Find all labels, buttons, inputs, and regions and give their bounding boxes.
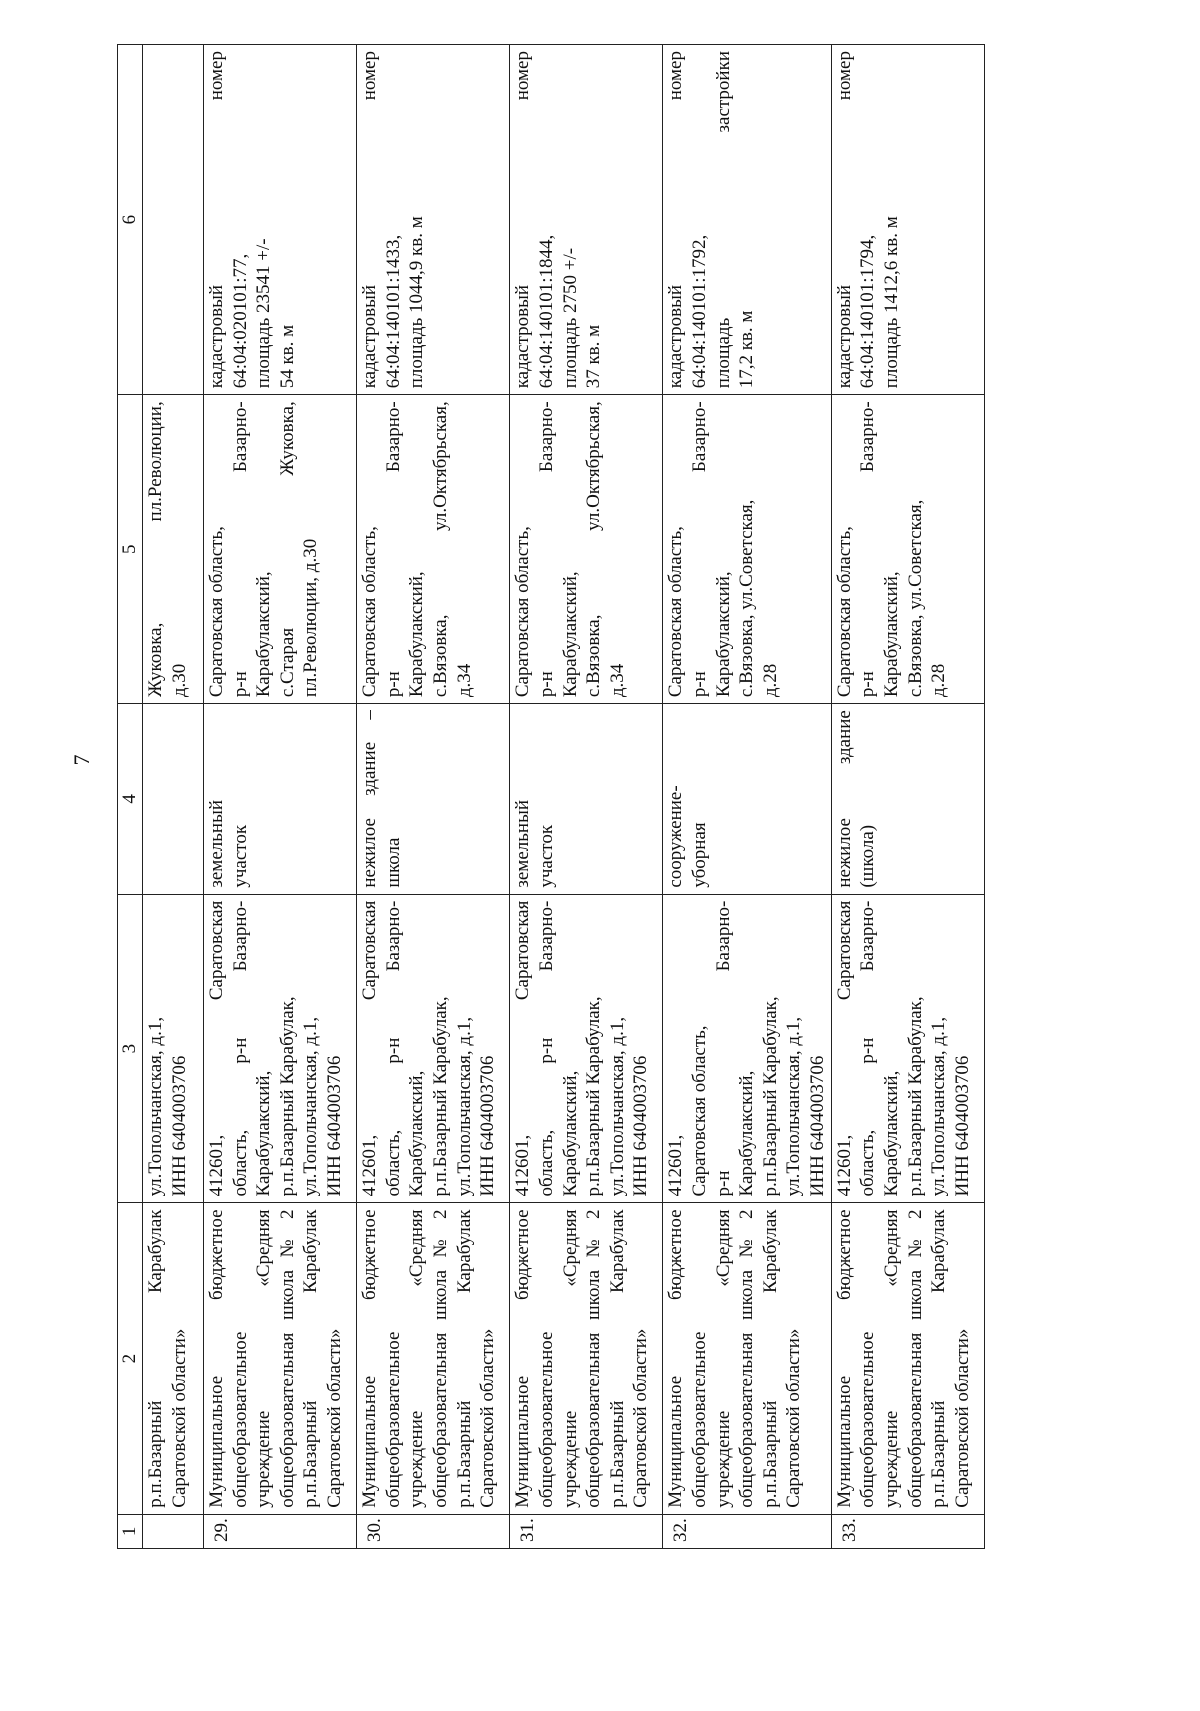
cell-text-line: Саратовской области» — [951, 1328, 973, 1508]
table-row — [204, 45, 357, 1549]
cell-text-line: Муниципальное бюджетное — [206, 1209, 228, 1508]
cell-text-line: р.п.Базарный Карабулак, — [583, 996, 605, 1197]
row-number-cell: 30. — [357, 1514, 510, 1548]
rights-holder-cell — [204, 1203, 357, 1514]
object-location-cell — [831, 395, 984, 704]
row-number-cell — [143, 1514, 204, 1548]
row-number-cell: 31. — [510, 1514, 663, 1548]
cell-text-line: 64:04:140101:1433, — [382, 234, 404, 389]
column-number: 3 — [118, 894, 143, 1203]
cell-text-line: общеобразовательная школа № 2 — [276, 1209, 298, 1508]
cell-text-line: с.Вязовка, ул.Советская, — [736, 499, 758, 698]
cell-text-line: общеобразовательное — [382, 1331, 404, 1508]
object-details-cell — [143, 45, 204, 395]
cell-text-line: Карабулакский, — [406, 1070, 428, 1197]
cell-text-line: р-н Базарно- — [712, 900, 734, 1197]
registry-table — [117, 44, 985, 1549]
cell-text-line: кадастровый номер — [833, 51, 855, 389]
object-type-cell — [510, 704, 663, 895]
cell-text-line: ул.Топольчанская, д.1, — [783, 1016, 805, 1197]
cell-text-line: ИНН 6404003706 — [630, 1055, 652, 1197]
holder-address-cell — [143, 894, 204, 1203]
cell-text-line: с.Вязовка, ул.Октябрьская, — [429, 401, 451, 698]
holder-address-cell — [663, 894, 831, 1203]
cell-text-line: Саратовская область, — [689, 1025, 711, 1197]
cell-text-line: с.Вязовка, ул.Октябрьская, — [583, 401, 605, 698]
column-number-row — [118, 45, 143, 1549]
cell-text-line: с.Старая Жуковка, — [276, 401, 298, 698]
cell-text-line: р.п.Базарный Карабулак, — [429, 996, 451, 1197]
cell-text-line: Саратовская область, — [665, 526, 687, 698]
holder-address-cell — [204, 894, 357, 1203]
cell-text-line: школа — [382, 837, 404, 888]
cell-text-line: кадастровый номер — [206, 51, 228, 389]
cell-text-line: 64:04:140101:1792, — [689, 234, 711, 389]
holder-address-cell — [357, 894, 510, 1203]
cell-text-line: Саратовская область, — [512, 526, 534, 698]
cell-text-line: р.п.Базарный Карабулак — [453, 1209, 475, 1508]
cell-text-line: общеобразовательная школа № 2 — [583, 1209, 605, 1508]
cell-text-line: ИНН 6404003706 — [168, 1055, 190, 1197]
cell-text-line: 412601, Саратовская — [359, 900, 381, 1197]
cell-text-line: д.34 — [453, 663, 475, 698]
cell-text-line: учреждение «Средняя — [880, 1209, 902, 1508]
table-row — [510, 45, 663, 1549]
cell-text-line: Карабулакский, — [880, 1070, 902, 1197]
table-row — [663, 45, 831, 1549]
row-number-cell: 33. — [831, 1514, 984, 1548]
cell-text-line: общеобразовательная школа № 2 — [736, 1209, 758, 1508]
cell-text-line: уборная — [689, 822, 711, 888]
object-location-cell — [143, 395, 204, 704]
cell-text-line: Карабулакский, — [712, 571, 734, 698]
cell-text-line: р.п.Базарный Карабулак — [759, 1209, 781, 1508]
cell-text-line: область, р-н Базарно- — [382, 900, 404, 1197]
cell-text-line: Карабулакский, — [880, 571, 902, 698]
cell-text-line: пл.Революции, д.30 — [300, 538, 322, 698]
cell-text-line: нежилое здание – — [359, 710, 381, 888]
cell-text-line: Карабулакский, — [406, 571, 428, 698]
object-details-cell — [357, 45, 510, 395]
object-details-cell — [831, 45, 984, 395]
cell-text-line: учреждение «Средняя — [712, 1209, 734, 1508]
cell-text-line: кадастровый номер — [512, 51, 534, 389]
cell-text-line: 64:04:020101:77, — [229, 253, 251, 389]
holder-address-cell — [831, 894, 984, 1203]
cell-text-line: общеобразовательное — [857, 1331, 879, 1508]
cell-text-line: сооружение- — [665, 785, 687, 888]
cell-text-line: Карабулакский, — [253, 571, 275, 698]
cell-text-line: Жуковка, пл.Революции, — [145, 401, 167, 698]
cell-text-line: р.п.Базарный Карабулак — [928, 1209, 950, 1508]
row-number-cell: 29. — [204, 1514, 357, 1548]
object-type-cell — [357, 704, 510, 895]
cell-text-line: площадь 1044,9 кв. м — [406, 216, 428, 389]
cell-text-line: учреждение «Средняя — [406, 1209, 428, 1508]
column-number: 6 — [118, 45, 143, 395]
cell-text-line: р.п.Базарный Карабулак, — [276, 996, 298, 1197]
column-number: 1 — [118, 1514, 143, 1548]
cell-text-line: ул.Топольчанская, д.1, — [606, 1016, 628, 1197]
cell-text-line: 412601, — [665, 1134, 687, 1197]
cell-text-line: Саратовской области» — [324, 1328, 346, 1508]
cell-text-line: Карабулакский, — [559, 571, 581, 698]
cell-text-line: Муниципальное бюджетное — [665, 1209, 687, 1508]
cell-text-line: площадь 2750 +/- — [559, 247, 581, 389]
object-location-cell — [357, 395, 510, 704]
cell-text-line: д.28 — [759, 663, 781, 698]
cell-text-line: р.п.Базарный Карабулак, — [759, 996, 781, 1197]
cell-text-line: д.34 — [606, 663, 628, 698]
cell-text-line: Саратовской области» — [630, 1328, 652, 1508]
cell-text-line: Карабулакский, — [736, 1070, 758, 1197]
table-row — [831, 45, 984, 1549]
rights-holder-cell — [663, 1203, 831, 1514]
holder-address-cell — [510, 894, 663, 1203]
cell-text-line: участок — [229, 824, 251, 888]
object-type-cell — [831, 704, 984, 895]
object-details-cell — [510, 45, 663, 395]
cell-text-line: 64:04:140101:1794, — [857, 234, 879, 389]
cell-text-line: р.п.Базарный Карабулак, — [904, 996, 926, 1197]
cell-text-line: Муниципальное бюджетное — [359, 1209, 381, 1508]
rights-holder-cell — [831, 1203, 984, 1514]
cell-text-line: д.30 — [168, 663, 190, 698]
object-location-cell — [663, 395, 831, 704]
cell-text-line: р-н Базарно- — [229, 401, 251, 698]
cell-text-line: Саратовская область, — [833, 526, 855, 698]
cell-text-line: с.Вязовка, ул.Советская, — [904, 499, 926, 698]
cell-text-line: 54 кв. м — [276, 324, 298, 389]
cell-text-line: ул.Топольчанская, д.1, — [453, 1016, 475, 1197]
cell-text-line: общеобразовательная школа № 2 — [429, 1209, 451, 1508]
cell-text-line: Саратовской области» — [168, 1328, 190, 1508]
cell-text-line: 37 кв. м — [583, 324, 605, 389]
row-number-cell: 32. — [663, 1514, 831, 1548]
cell-text-line: площадь 1412,6 кв. м — [880, 216, 902, 389]
object-location-cell — [510, 395, 663, 704]
object-type-cell — [204, 704, 357, 895]
cell-text-line: Муниципальное бюджетное — [833, 1209, 855, 1508]
table-row — [357, 45, 510, 1549]
cell-text-line: общеобразовательное — [229, 1331, 251, 1508]
cell-text-line: ИНН 6404003706 — [477, 1055, 499, 1197]
cell-text-line: Саратовской области» — [783, 1328, 805, 1508]
rights-holder-cell — [357, 1203, 510, 1514]
object-type-cell — [663, 704, 831, 895]
cell-text-line: ул.Топольчанская, д.1, — [928, 1016, 950, 1197]
cell-text-line: площадь застройки — [712, 51, 734, 389]
cell-text-line: учреждение «Средняя — [253, 1209, 275, 1508]
cell-text-line: Муниципальное бюджетное — [512, 1209, 534, 1508]
cell-text-line: ул.Топольчанская, д.1, — [145, 1016, 167, 1197]
column-number: 5 — [118, 395, 143, 704]
object-details-cell — [663, 45, 831, 395]
cell-text-line: р.п.Базарный Карабулак — [606, 1209, 628, 1508]
cell-text-line: Карабулакский, — [559, 1070, 581, 1197]
rights-holder-cell — [143, 1203, 204, 1514]
cell-text-line: р-н Базарно- — [689, 401, 711, 698]
page-number: 7 — [69, 754, 94, 766]
cell-text-line: Саратовская область, — [206, 526, 228, 698]
cell-text-line: ИНН 6404003706 — [951, 1055, 973, 1197]
cell-text-line: земельный — [206, 799, 228, 888]
cell-text-line: область, р-н Базарно- — [229, 900, 251, 1197]
cell-text-line: 412601, Саратовская — [512, 900, 534, 1197]
cell-text-line: р-н Базарно- — [535, 401, 557, 698]
cell-text-line: р.п.Базарный Карабулак — [145, 1209, 167, 1508]
cell-text-line: общеобразовательная школа № 2 — [904, 1209, 926, 1508]
cell-text-line: общеобразовательное — [535, 1331, 557, 1508]
cell-text-line: 64:04:140101:1844, — [535, 234, 557, 389]
cell-text-line: площадь 23541 +/- — [253, 238, 275, 389]
object-details-cell — [204, 45, 357, 395]
cell-text-line: ул.Топольчанская, д.1, — [300, 1016, 322, 1197]
cell-text-line: Карабулакский, — [253, 1070, 275, 1197]
cell-text-line: 17,2 кв. м — [736, 310, 758, 389]
cell-text-line: земельный — [512, 799, 534, 888]
cell-text-line: нежилое здание — [833, 710, 855, 888]
cell-text-line: учреждение «Средняя — [559, 1209, 581, 1508]
rights-holder-cell — [510, 1203, 663, 1514]
cell-text-line: кадастровый номер — [665, 51, 687, 389]
cell-text-line: область, р-н Базарно- — [857, 900, 879, 1197]
cell-text-line: р-н Базарно- — [857, 401, 879, 698]
cell-text-line: (школа) — [857, 824, 879, 888]
cell-text-line: общеобразовательное — [689, 1331, 711, 1508]
object-location-cell — [204, 395, 357, 704]
object-type-cell — [143, 704, 204, 895]
cell-text-line: р-н Базарно- — [382, 401, 404, 698]
cell-text-line: область, р-н Базарно- — [535, 900, 557, 1197]
column-number: 2 — [118, 1203, 143, 1514]
cell-text-line: 412601, Саратовская — [833, 900, 855, 1197]
cell-text-line: 412601, Саратовская — [206, 900, 228, 1197]
cell-text-line: ИНН 6404003706 — [807, 1055, 829, 1197]
cell-text-line: р.п.Базарный Карабулак — [300, 1209, 322, 1508]
cell-text-line: д.28 — [928, 663, 950, 698]
column-number: 4 — [118, 704, 143, 895]
table-row — [143, 45, 204, 1549]
cell-text-line: кадастровый номер — [359, 51, 381, 389]
cell-text-line: Саратовская область, — [359, 526, 381, 698]
cell-text-line: участок — [535, 824, 557, 888]
cell-text-line: ИНН 6404003706 — [324, 1055, 346, 1197]
registry-table-wrapper — [117, 44, 985, 1549]
cell-text-line: Саратовской области» — [477, 1328, 499, 1508]
